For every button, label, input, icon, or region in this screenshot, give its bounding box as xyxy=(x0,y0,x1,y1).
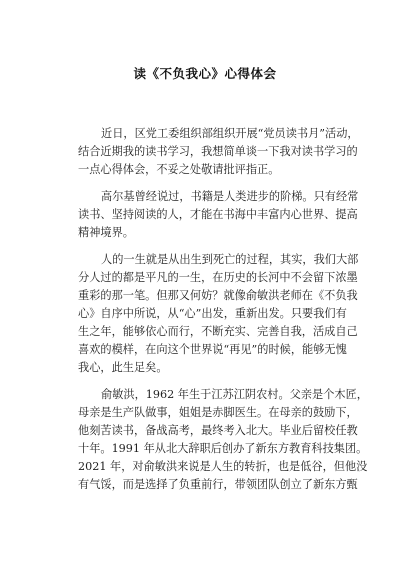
paragraph-line: 精神境界。 xyxy=(78,226,134,239)
paragraph-line: 人的一生就是从出生到死亡的过程，其实，我们大部 xyxy=(101,253,359,266)
paragraph-line: 2021 年，对俞敏洪来说是人生的转折，也是低谷，但他没 xyxy=(78,460,368,473)
paragraph-line: 心》自序中所说，从“心”出发，重新出发。只要我们有 xyxy=(78,307,347,320)
paragraph-line: 俞敏洪，1962 年生于江苏江阴农村。父亲是个木匠， xyxy=(101,388,368,401)
paragraph-line: 高尔基曾经说过，书籍是人类进步的阶梯。只有经常 xyxy=(101,190,359,203)
paragraph-line: 生之年，能够依心而行，不断充实、完善自我，活成自己 xyxy=(78,325,358,338)
paragraph-line: 结合近期我的读书学习，我想简单谈一下我对读书学习的 xyxy=(78,145,358,158)
paragraph-line: 他刻苦读书，备战高考，最终考入北大。毕业后留校任教 xyxy=(78,424,358,437)
document-title: 读《不负我心》心得体会 xyxy=(133,66,277,81)
paragraph-line: 十年。1991 年从北大辞职后创办了新东方教育科技集团。 xyxy=(78,442,368,455)
paragraph-line: 有气馁，而是选择了负重前行，带领团队创立了新东方甄 xyxy=(78,478,358,491)
paragraph-line: 一点心得体会，不妥之处敬请批评指正。 xyxy=(78,163,280,176)
paragraph-line: 重彩的那一笔。但那又何妨？就像俞敏洪老师在《不负我 xyxy=(78,289,358,302)
paragraph-line: 近日，区党工委组织部组织开展“党员读书月”活动， xyxy=(101,127,359,140)
paragraph-line: 喜欢的模样，在向这个世界说“再见”的时候，能够无愧 xyxy=(78,343,347,356)
paragraph-line: 分人过的都是平凡的一生，在历史的长河中不会留下浓墨 xyxy=(78,271,358,284)
paragraph-line: 母亲是生产队做事，姐姐是赤脚医生。在母亲的鼓励下， xyxy=(78,406,358,419)
paragraph-line: 读书、坚持阅读的人，才能在书海中丰富内心世界、提高 xyxy=(78,208,358,221)
paragraph-line: 我心，此生足矣。 xyxy=(78,361,168,374)
